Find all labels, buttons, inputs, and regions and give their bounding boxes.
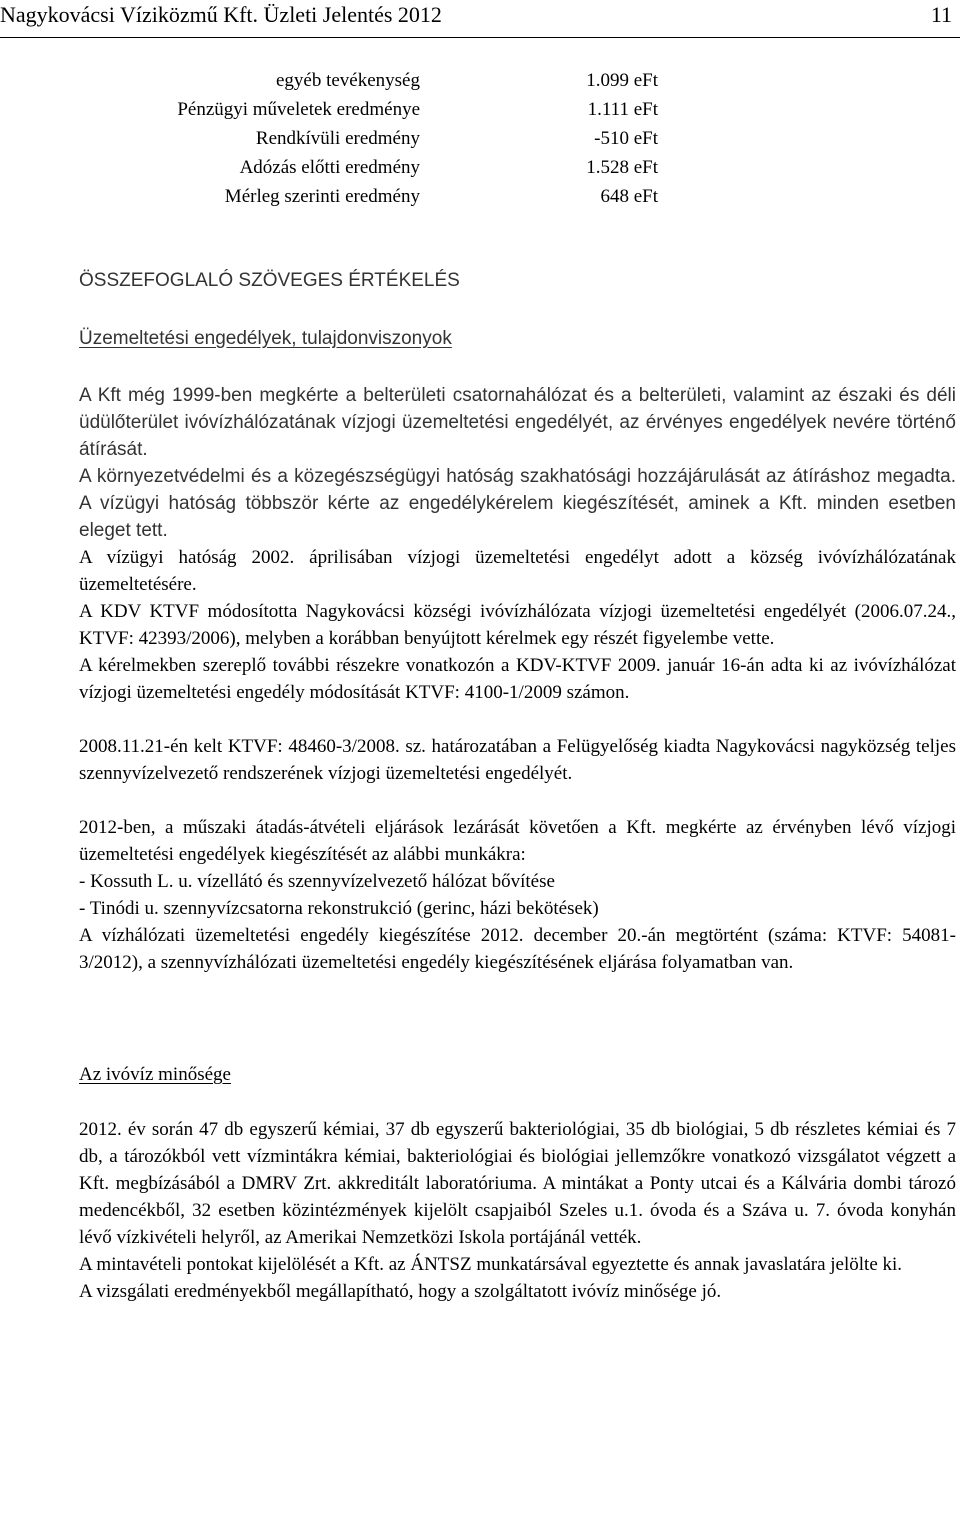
paragraph: A vízhálózati üzemeltetési engedély kiegészítése 2012. december 20.-án megtörtént (száma: KTVF: 54081-3/2012), a szennyvízhálózati üzemeltetési engedély kiegészítésének eljárása folyamatban van.: [79, 925, 956, 973]
financial-row: [0, 153, 960, 182]
financial-label: egyéb tevékenység: [275, 70, 420, 91]
financial-row: [0, 182, 960, 211]
list-item: - Kossuth L. u. vízellátó és szennyvízelvezető hálózat bővítése: [79, 871, 555, 892]
paragraph: A kérelmekben szereplő további részekre vonatkozón a KDV-KTVF 2009. január 16-án adta ki az ivóvízhálózat vízjogi üzemeltetési engedély módosítását KTVF: 4100-1/2009 számon.: [79, 655, 956, 703]
financial-value: 1.528 eFt: [586, 157, 658, 178]
report-body: [79, 266, 956, 1305]
financial-value: 1.111 eFt: [587, 99, 658, 120]
page-number: 11: [930, 2, 952, 27]
paragraph: 2012-ben, a műszaki átadás-átvételi eljárások lezárását követően a Kft. megkérte az érvényben lévő vízjogi üzemeltetési engedélyek kiegészítését az alábbi munkákra:: [79, 817, 956, 865]
paragraph: A vizsgálati eredményekből megállapítható, hogy a szolgáltatott ivóvíz minősége jó.: [79, 1281, 722, 1302]
financial-value: -510 eFt: [594, 128, 658, 149]
financial-label: Adózás előtti eredmény: [239, 157, 420, 178]
financial-summary: [0, 66, 960, 211]
section-heading: ÖSSZEFOGLALÓ SZÖVEGES ÉRTÉKELÉS: [79, 270, 460, 291]
paragraph: A mintavételi pontokat kijelölését a Kft. az ÁNTSZ munkatársával egyeztette és annak javaslatára jelölte ki.: [79, 1254, 903, 1275]
financial-row: [0, 95, 960, 124]
paragraph: 2008.11.21-én kelt KTVF: 48460-3/2008. sz. határozatában a Felügyelőség kiadta Nagykovácsi nagyközség teljes szennyvízelvezető rendszerének vízjogi üzemeltetési engedélyét.: [79, 736, 956, 784]
page-header: [0, 0, 960, 44]
financial-label: Mérleg szerinti eredmény: [224, 186, 420, 207]
paragraph: 2012. év során 47 db egyszerű kémiai, 37 db egyszerű bakteriológiai, 35 db biológiai, 5 db részletes kémiai és 7 db, a tározókból vett vízmintákra kémiai, bakteriológiai és biológiai jellemzőkre vonatkozó vizsgálatot végzett a Kft. megbízásából a DMRV Zrt. akkreditált laboratóriuma. A mintákat a Ponty utcai és a Kálvária dombi tározó medencékből, 32 esetben közintézmények kijelölt csapjaiból Szeles u.1. óvoda és a Száva u. 7. óvoda konyhán lévő vízkivételi helyről, az Amerikai Nemzetközi Iskola portájánál vették.: [79, 1119, 956, 1248]
water-quality-heading: Az ivóvíz minősége: [79, 1064, 231, 1085]
paragraph: A vízügyi hatóság 2002. áprilisában vízjogi üzemeltetési engedélyt adott a község ivóvízhálózatának üzemeltetésére.: [79, 547, 956, 595]
financial-row: [0, 124, 960, 153]
list-item: - Tinódi u. szennyvízcsatorna rekonstrukció (gerinc, házi bekötések): [79, 898, 599, 919]
paragraph: A környezetvédelmi és a közegészségügyi hatóság szakhatósági hozzájárulását az átíráshoz megadta. A vízügyi hatóság többször kérte az engedélykérelem kiegészítését, aminek a Kft. minden esetben eleget tett.: [79, 466, 956, 541]
financial-label: Rendkívüli eredmény: [255, 128, 420, 149]
financial-row: [0, 66, 960, 95]
financial-value: 1.099 eFt: [586, 70, 658, 91]
document-title: Nagykovácsi Víziközmű Kft. Üzleti Jelentés 2012: [0, 2, 442, 27]
subsection-heading: Üzemeltetési engedélyek, tulajdonviszonyok: [79, 328, 452, 349]
financial-value: 648 eFt: [600, 186, 658, 207]
header-divider: [0, 37, 960, 38]
paragraph: A KDV KTVF módosította Nagykovácsi községi ivóvízhálózata vízjogi üzemeltetési engedélyét (2006.07.24., KTVF: 42393/2006), melyben a korábban benyújtott kérelmek egy részét figyelembe vette.: [79, 601, 956, 649]
paragraph: A Kft még 1999-ben megkérte a belterületi csatornahálózat és a belterületi, valamint az északi és déli üdülőterület ivóvízhálózatának vízjogi üzemeltetési engedélyét, az érvényes engedélyek nevére történő átírását.: [79, 385, 956, 460]
financial-label: Pénzügyi műveletek eredménye: [177, 99, 420, 120]
